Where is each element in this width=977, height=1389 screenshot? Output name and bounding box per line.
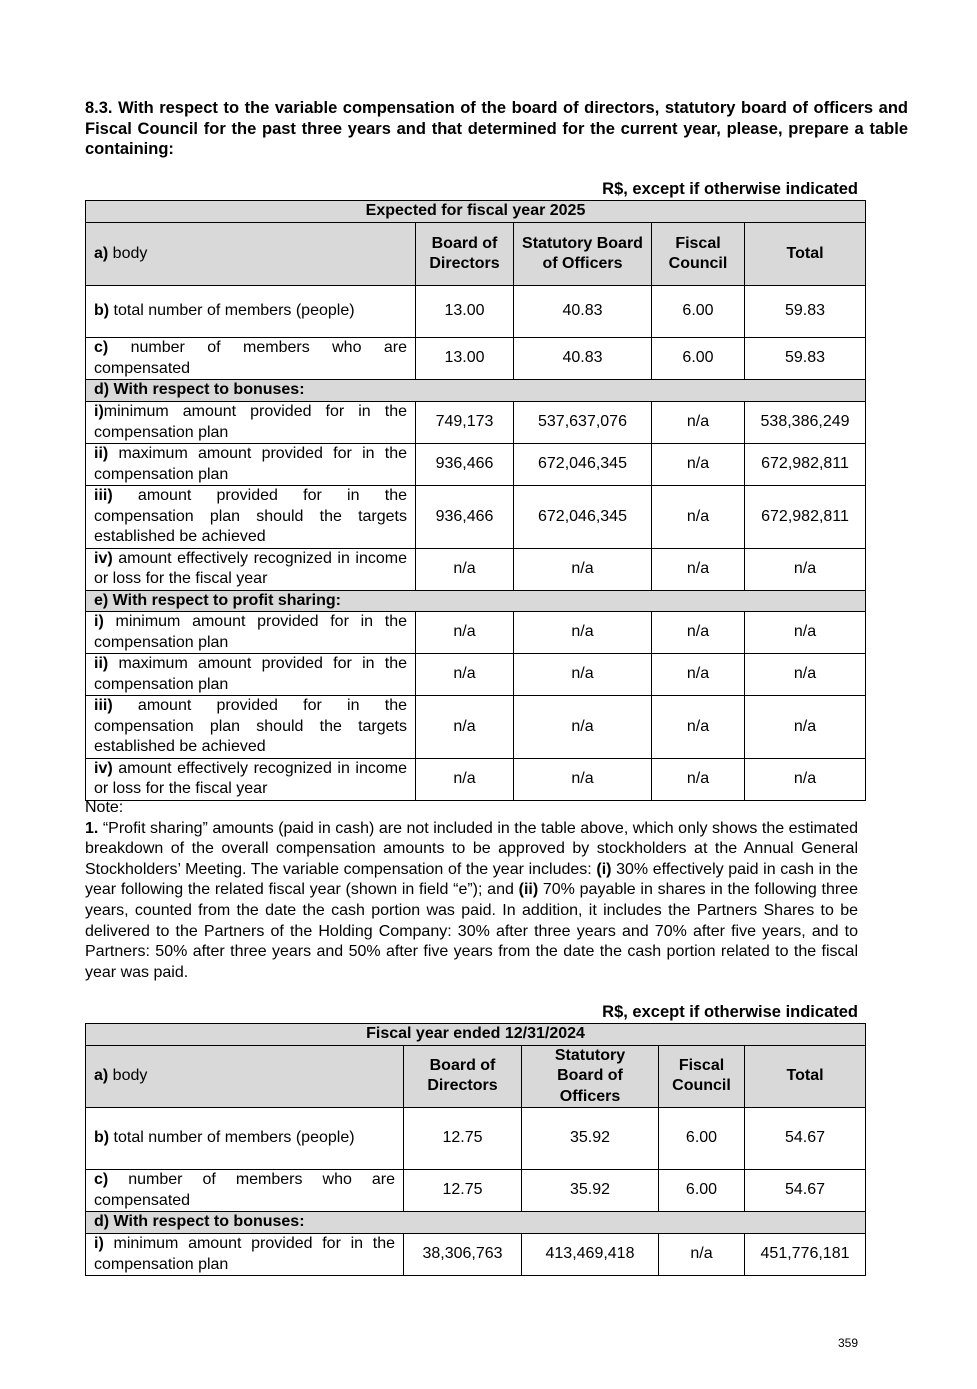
- table-note: [85, 798, 858, 983]
- table-row: [86, 444, 866, 486]
- section-row: [86, 590, 866, 612]
- table-title: Expected for fiscal year 2025: [86, 201, 866, 223]
- cell-value: 538,386,249: [745, 402, 866, 444]
- cell-value: 54.67: [745, 1108, 866, 1170]
- cell-value: n/a: [652, 444, 745, 486]
- cell-value: 12.75: [404, 1170, 522, 1212]
- cell-value: n/a: [652, 402, 745, 444]
- table-title-row: [86, 1024, 866, 1046]
- cell-value: n/a: [514, 696, 652, 759]
- column-header: Board of Directors: [416, 223, 514, 286]
- cell-value: 38,306,763: [404, 1234, 522, 1276]
- note-1: 1. “Profit sharing” amounts (paid in cash) are not included in the table above, which only shows the estimated breakdown of the overall compensation amounts to be approved by stockholders at the Annual General Stockholders’ Meeting. The variable compensation of the year includes: (i) 30% effectively paid in cash in the year following the related fiscal year (shown in field “e”); and (ii) 70% payable in shares in the following three years, counted from the date the cash portion was paid. In addition, it includes the Partners Shares to be delivered to the Partners of the Holding Company: 30% after three years and 70% after five years, and to Partners: 50% after three years and 50% after five years from the date the cash portion related to the fiscal year was paid.: [85, 819, 859, 981]
- table-row: [86, 486, 866, 549]
- cell-value: n/a: [652, 696, 745, 759]
- table-title: Fiscal year ended 12/31/2024: [86, 1024, 866, 1046]
- cell-value: n/a: [652, 486, 745, 549]
- cell-value: 537,637,076: [514, 402, 652, 444]
- table-row: [86, 1108, 866, 1170]
- table-row: [86, 696, 866, 759]
- row-label: i) minimum amount provided for in the compensation plan: [86, 1234, 404, 1276]
- cell-value: 672,982,811: [745, 486, 866, 549]
- cell-value: n/a: [514, 654, 652, 696]
- cell-value: n/a: [514, 548, 652, 590]
- table-row: [86, 1234, 866, 1276]
- unit-note-2024: R$, except if otherwise indicated: [602, 1003, 858, 1021]
- row-label: i)minimum amount provided for in the compensation plan: [86, 402, 416, 444]
- table-row: [86, 654, 866, 696]
- cell-value: 59.83: [745, 338, 866, 380]
- header-body-label: a) body: [86, 1045, 404, 1108]
- column-header: Fiscal Council: [659, 1045, 745, 1108]
- cell-value: n/a: [659, 1234, 745, 1276]
- table-row: [86, 286, 866, 338]
- cell-value: 936,466: [416, 444, 514, 486]
- table-row: [86, 338, 866, 380]
- page-number: 359: [838, 1336, 859, 1350]
- cell-value: 451,776,181: [745, 1234, 866, 1276]
- cell-value: n/a: [514, 758, 652, 800]
- cell-value: n/a: [652, 548, 745, 590]
- table-row: [86, 402, 866, 444]
- header-body-label: a) body: [86, 223, 416, 286]
- section-row: [86, 380, 866, 402]
- cell-value: n/a: [416, 696, 514, 759]
- cell-value: 6.00: [659, 1170, 745, 1212]
- cell-value: 672,982,811: [745, 444, 866, 486]
- row-label: b) total number of members (people): [86, 1108, 404, 1170]
- row-label: iii) amount provided for in the compensation plan should the targets established be achieved: [86, 696, 416, 759]
- row-label: c) number of members who are compensated: [86, 338, 416, 380]
- row-label: iii) amount provided for in the compensation plan should the targets established be achieved: [86, 486, 416, 549]
- section-heading: 8.3. With respect to the variable compensation of the board of directors, statutory board of officers and Fiscal Council for the past three years and that determined for the current year, please, prepare a table containing:: [85, 99, 908, 158]
- cell-value: 12.75: [404, 1108, 522, 1170]
- cell-value: 6.00: [652, 338, 745, 380]
- cell-value: n/a: [416, 758, 514, 800]
- section-row: [86, 1212, 866, 1234]
- cell-value: n/a: [652, 612, 745, 654]
- table-row: [86, 758, 866, 800]
- section-label: d) With respect to bonuses:: [86, 380, 866, 402]
- column-header: Total: [745, 223, 866, 286]
- cell-value: n/a: [745, 654, 866, 696]
- row-label: ii) maximum amount provided for in the compensation plan: [86, 654, 416, 696]
- cell-value: 6.00: [659, 1108, 745, 1170]
- cell-value: 59.83: [745, 286, 866, 338]
- cell-value: 6.00: [652, 286, 745, 338]
- cell-value: 40.83: [514, 338, 652, 380]
- column-header: Statutory Board of Officers: [522, 1045, 659, 1108]
- cell-value: n/a: [416, 654, 514, 696]
- cell-value: n/a: [745, 758, 866, 800]
- cell-value: n/a: [652, 654, 745, 696]
- column-header: Statutory Board of Officers: [514, 223, 652, 286]
- cell-value: n/a: [416, 612, 514, 654]
- cell-value: n/a: [416, 548, 514, 590]
- column-header: Total: [745, 1045, 866, 1108]
- cell-value: 13.00: [416, 286, 514, 338]
- row-label: iv) amount effectively recognized in income or loss for the fiscal year: [86, 548, 416, 590]
- cell-value: n/a: [745, 696, 866, 759]
- cell-value: 35.92: [522, 1170, 659, 1212]
- cell-value: 749,173: [416, 402, 514, 444]
- cell-value: n/a: [745, 612, 866, 654]
- table-header-row: [86, 223, 866, 286]
- cell-value: n/a: [745, 548, 866, 590]
- cell-value: 672,046,345: [514, 444, 652, 486]
- cell-value: n/a: [652, 758, 745, 800]
- row-label: ii) maximum amount provided for in the compensation plan: [86, 444, 416, 486]
- row-label: iv) amount effectively recognized in income or loss for the fiscal year: [86, 758, 416, 800]
- note-title: Note:: [85, 799, 124, 816]
- cell-value: 936,466: [416, 486, 514, 549]
- table-header-row: [86, 1045, 866, 1108]
- cell-value: 13.00: [416, 338, 514, 380]
- table-row: [86, 1170, 866, 1212]
- section-label: d) With respect to bonuses:: [86, 1212, 866, 1234]
- cell-value: 35.92: [522, 1108, 659, 1170]
- row-label: c) number of members who are compensated: [86, 1170, 404, 1212]
- column-header: Fiscal Council: [652, 223, 745, 286]
- row-label: i) minimum amount provided for in the compensation plan: [86, 612, 416, 654]
- cell-value: 40.83: [514, 286, 652, 338]
- section-label: e) With respect to profit sharing:: [86, 590, 866, 612]
- table-row: [86, 612, 866, 654]
- column-header: Board of Directors: [404, 1045, 522, 1108]
- cell-value: 413,469,418: [522, 1234, 659, 1276]
- cell-value: 672,046,345: [514, 486, 652, 549]
- row-label: b) total number of members (people): [86, 286, 416, 338]
- table-title-row: [86, 201, 866, 223]
- cell-value: n/a: [514, 612, 652, 654]
- cell-value: 54.67: [745, 1170, 866, 1212]
- table-row: [86, 548, 866, 590]
- table-expected-2025: [85, 200, 866, 801]
- table-fiscal-2024: [85, 1023, 866, 1276]
- unit-note-2025: R$, except if otherwise indicated: [602, 180, 858, 198]
